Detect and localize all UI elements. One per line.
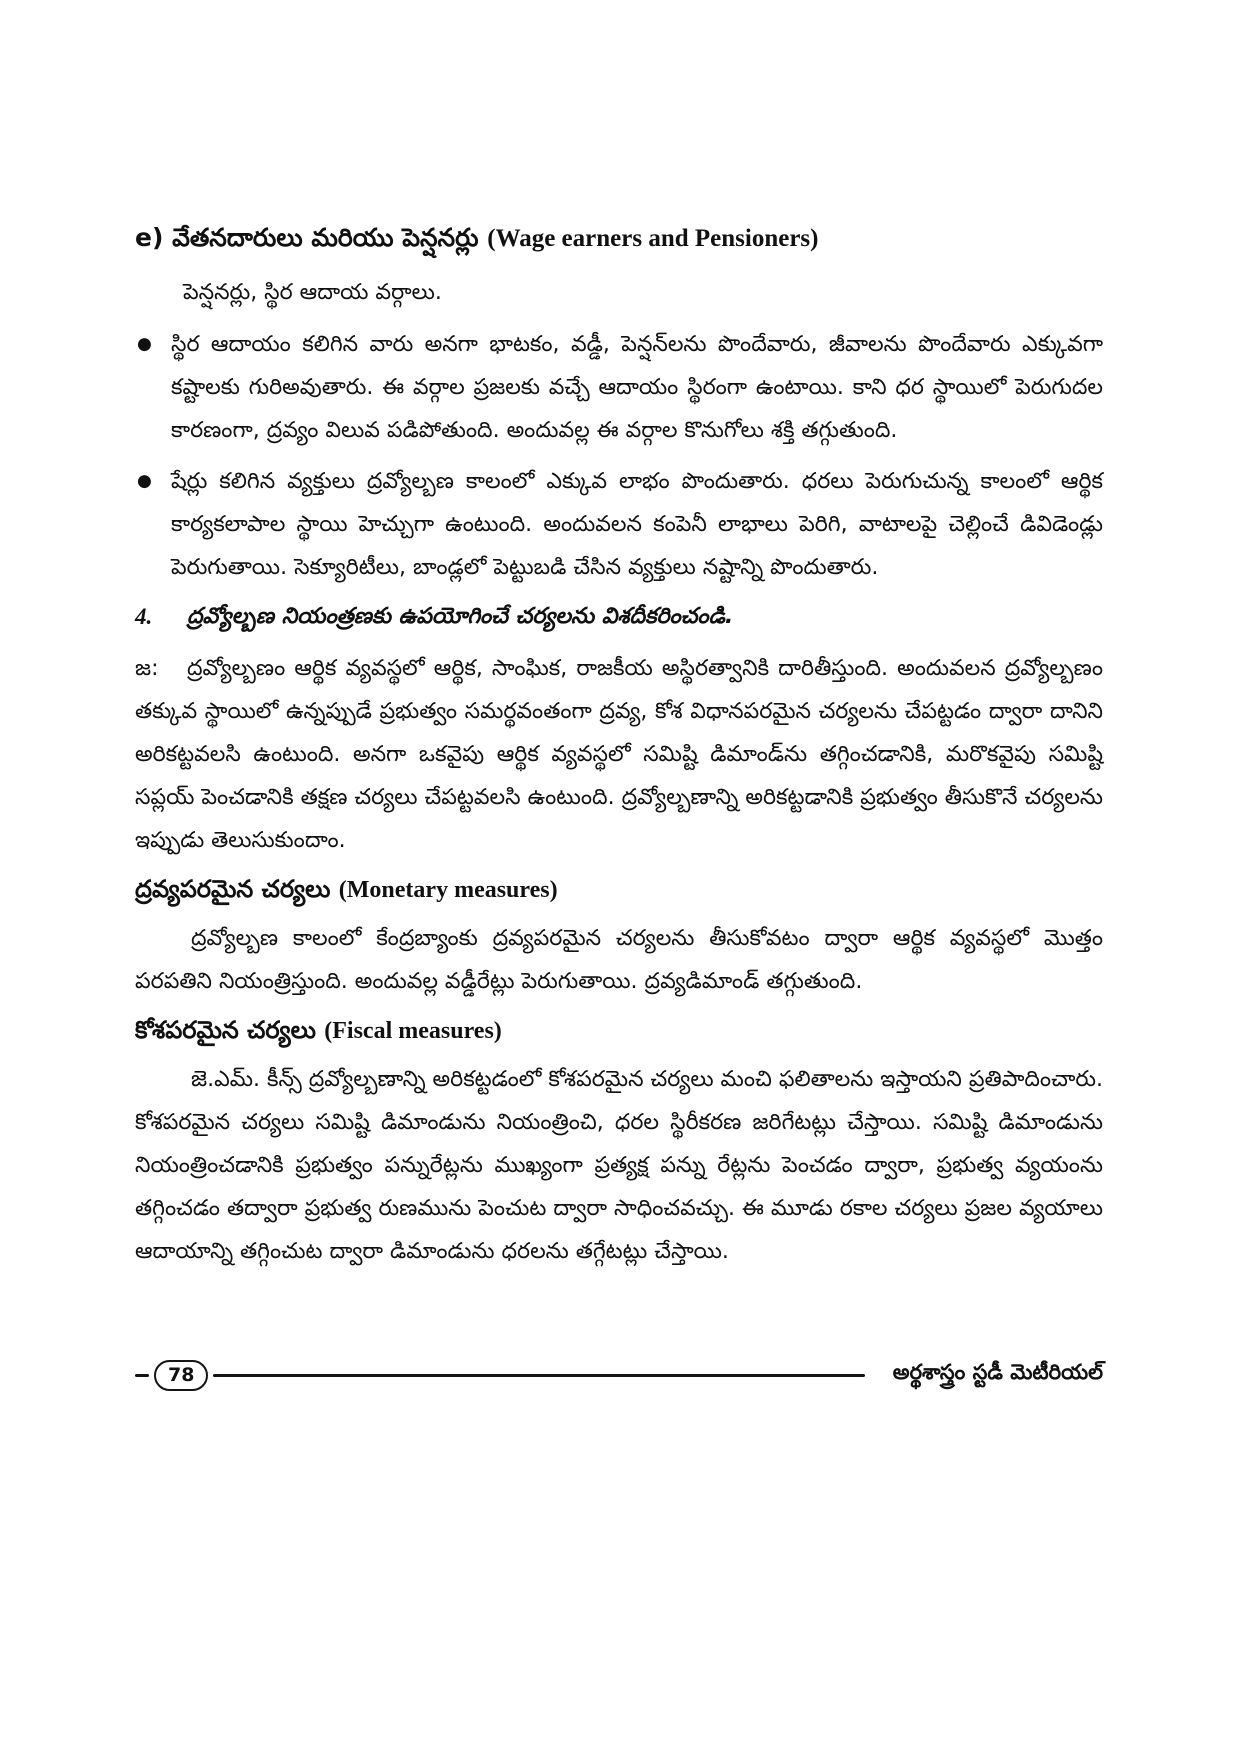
bullet-text-2: షేర్లు కలిగిన వ్యక్తులు ద్రవ్యోల్బణ కాలంలో ఎక్కువ లాభం పొందుతారు. ధరలు పెరుగుచున్న కాలంలో ఆర్థిక కార్యకలాపాల స్థాయి హెచ్చుగా ఉంటుంది. అందువలన కంపెనీ లాభాలు పెరిగి, వాటాలపై చెల్లించే డివిడెండ్లు పెరుగుతాయి. సెక్యూరిటీలు, బాండ్లలో పెట్టుబడి చేసిన వ్యక్తులు నష్టాన్ని పొందుతారు. — [171, 469, 1103, 580]
section-e-heading-english: (Wage earners and Pensioners) — [487, 225, 819, 252]
footer-rule — [213, 1374, 864, 1377]
question-text: ద్రవ్యోల్బణ నియంత్రణకు ఉపయోగించే చర్యలను విశదీకరించండి. — [187, 604, 734, 629]
section-e-heading-telugu: e) వేతనదారులు మరియు పెన్షనర్లు — [135, 223, 479, 252]
section-e-heading — [135, 220, 1103, 257]
bullet-text-1: స్థిర ఆదాయం కలిగిన వారు అనగా భాటకం, వడ్డీ, పెన్షన్‌లను పొందేవారు, జీవాలను పొందేవారు ఎక్కువగా కష్టాలకు గురిఅవుతారు. ఈ వర్గాల ప్రజలకు వచ్చే ఆదాయం స్థిరంగా ఉంటాయి. కాని ధర స్థాయిలో పెరుగుదల కారణంగా, ద్రవ్యం విలువ పడిపోతుంది. అందువల్ల ఈ వర్గాల కొనుగోలు శక్తి తగ్గుతుంది. — [171, 332, 1103, 443]
fiscal-measures-heading — [135, 1011, 1103, 1050]
page-footer — [135, 1358, 1103, 1392]
intro-line: పెన్షనర్లు, స్థిర ఆదాయ వర్గాలు. — [183, 280, 442, 305]
question-4 — [135, 597, 1103, 637]
monetary-heading-english: (Monetary measures) — [338, 877, 558, 903]
page-content — [135, 220, 1103, 1281]
bullet-icon: ● — [137, 471, 152, 491]
question-number: 4. — [135, 604, 153, 629]
monetary-measures-heading — [135, 870, 1103, 909]
bullet-item-2 — [135, 460, 1103, 589]
answer-text: ద్రవ్యోల్బణం ఆర్థిక వ్యవస్థలో ఆర్థిక, సాంఘిక, రాజకీయ అస్థిరత్వానికి దారితీస్తుంది. అందువలన ద్రవ్యోల్బణం తక్కువ స్థాయిలో ఉన్నప్పుడే ప్రభుత్వం సమర్థవంతంగా ద్రవ్య, కోశ విధానపరమైన చర్యలను చేపట్టడం ద్వారా దానిని అరికట్టవలసి ఉంటుంది. అనగా ఒకవైపు ఆర్థిక వ్యవస్థలో సమిష్టి డిమాండ్‌ను తగ్గించడానికి, మరొకవైపు సమిష్టి సప్లయ్ పెంచడానికి తక్షణ చర్యలు చేపట్టవలసి ఉంటుంది. ద్రవ్యోల్బణాన్ని అరికట్టడానికి ప్రభుత్వం తీసుకొనే చర్యలను ఇప్పుడు తెలుసుకుందాం. — [135, 656, 1103, 853]
answer-paragraph — [135, 647, 1103, 862]
footer-book-title: అర్థశాస్త్రం స్టడీ మెటీరియల్ — [892, 1360, 1103, 1384]
bullet-item-1 — [135, 323, 1103, 452]
bullet-icon: ● — [137, 334, 152, 354]
monetary-paragraph: ద్రవ్యోల్బణ కాలంలో కేంద్రబ్యాంకు ద్రవ్యపరమైన చర్యలను తీసుకోవటం ద్వారా ఆర్థిక వ్యవస్థలో మొత్తం పరపతిని నియంత్రిస్తుంది. అందువల్ల వడ్డీరేట్లు పెరుగుతాయి. ద్రవ్యడిమాండ్ తగ్గుతుంది. — [135, 926, 1103, 994]
fiscal-heading-english: (Fiscal measures) — [324, 1018, 502, 1044]
footer-rule-left — [135, 1374, 149, 1377]
monetary-heading-telugu: ద్రవ్యపరమైన చర్యలు — [135, 875, 331, 903]
page-number-badge: 78 — [154, 1360, 208, 1391]
fiscal-heading-telugu: కోశపరమైన చర్యలు — [135, 1016, 316, 1044]
fiscal-paragraph: జె.ఎమ్. కీన్స్ ద్రవ్యోల్బణాన్ని అరికట్టడంలో కోశపరమైన చర్యలు మంచి ఫలితాలను ఇస్తాయని ప్రతిపాదించారు. కోశపరమైన చర్యలు సమిష్టి డిమాండును నియంత్రించి, ధరల స్థిరీకరణ జరిగేటట్లు చేస్తాయి. సమిష్టి డిమాండును నియంత్రించడానికి ప్రభుత్వం పన్నురేట్లను ముఖ్యంగా ప్రత్యక్ష పన్ను రేట్లను పెంచడం ద్వారా, ప్రభుత్వ వ్యయంను తగ్గించడం తద్వారా ప్రభుత్వ రుణమును పెంచుట ద్వారా సాధించవచ్చు. ఈ మూడు రకాల చర్యలు ప్రజల వ్యయాలు ఆదాయాన్ని తగ్గించుట ద్వారా డిమాండును ధరలను తగ్గేటట్లు చేస్తాయి. — [135, 1067, 1103, 1264]
answer-label: జ: — [135, 656, 159, 681]
